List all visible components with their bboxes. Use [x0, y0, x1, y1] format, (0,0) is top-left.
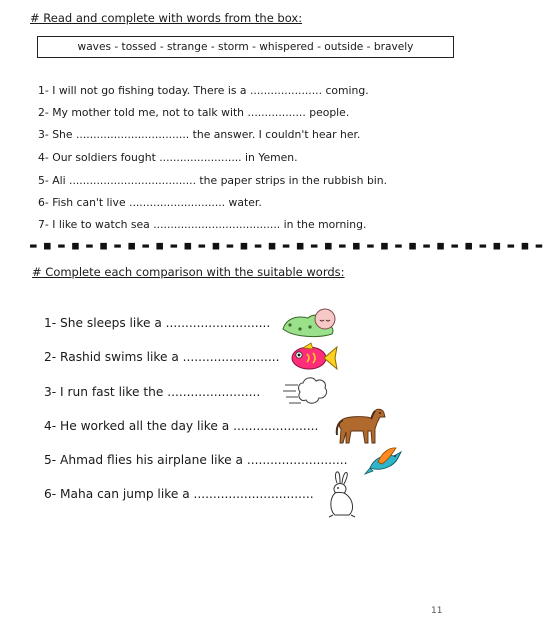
comparison-4: 4- He worked all the day like a ...................... — [44, 419, 319, 433]
comparison-5: 5- Ahmad flies his airplane like a .......................... — [44, 453, 348, 467]
sentence-6: 6- Fish can't live ............................ water. — [38, 196, 262, 209]
wind-icon — [283, 375, 329, 409]
section-divider: ▬ ■ ▬ ■ ▬ ■ ▬ ■ ▬ ■ ▬ ■ ▬ ■ ▬ ■ ▬ ■ ▬ ■ ▬ ■ ▬ ■ ▬ ■ ▬ ■ ▬ ■ ▬ ■ ▬ ■ ▬ ■ ▬ — [30, 239, 543, 252]
sentence-7: 7- I like to watch sea ..................................... in the morning. — [38, 218, 367, 231]
section2-title: # Complete each comparison with the suitable words: — [32, 265, 345, 279]
bird-icon — [364, 444, 404, 476]
sentence-2: 2- My mother told me, not to talk with ................. people. — [38, 106, 350, 119]
word-box: waves - tossed - strange - storm - whispered - outside - bravely — [37, 36, 454, 58]
sentence-1: 1- I will not go fishing today. There is a ..................... coming. — [38, 84, 369, 97]
rabbit-icon — [325, 471, 359, 519]
horse-icon — [335, 405, 387, 445]
comparison-2: 2- Rashid swims like a ......................... — [44, 350, 280, 364]
fish-icon — [287, 342, 339, 374]
sentence-4: 4- Our soldiers fought ........................ in Yemen. — [38, 151, 298, 164]
comparison-3: 3- I run fast like the ........................ — [44, 385, 261, 399]
section1-title: # Read and complete with words from the box: — [30, 11, 303, 25]
sleeping-baby-icon — [280, 305, 340, 339]
page-number: 11 — [431, 606, 443, 616]
sentence-5: 5- Ali ..................................... the paper strips in the rubbish bin. — [38, 174, 388, 187]
sentence-3: 3- She ................................. the answer. I couldn't hear her. — [38, 128, 361, 141]
comparison-1: 1- She sleeps like a ........................... — [44, 316, 271, 330]
comparison-6: 6- Maha can jump like a ............................... — [44, 487, 314, 501]
